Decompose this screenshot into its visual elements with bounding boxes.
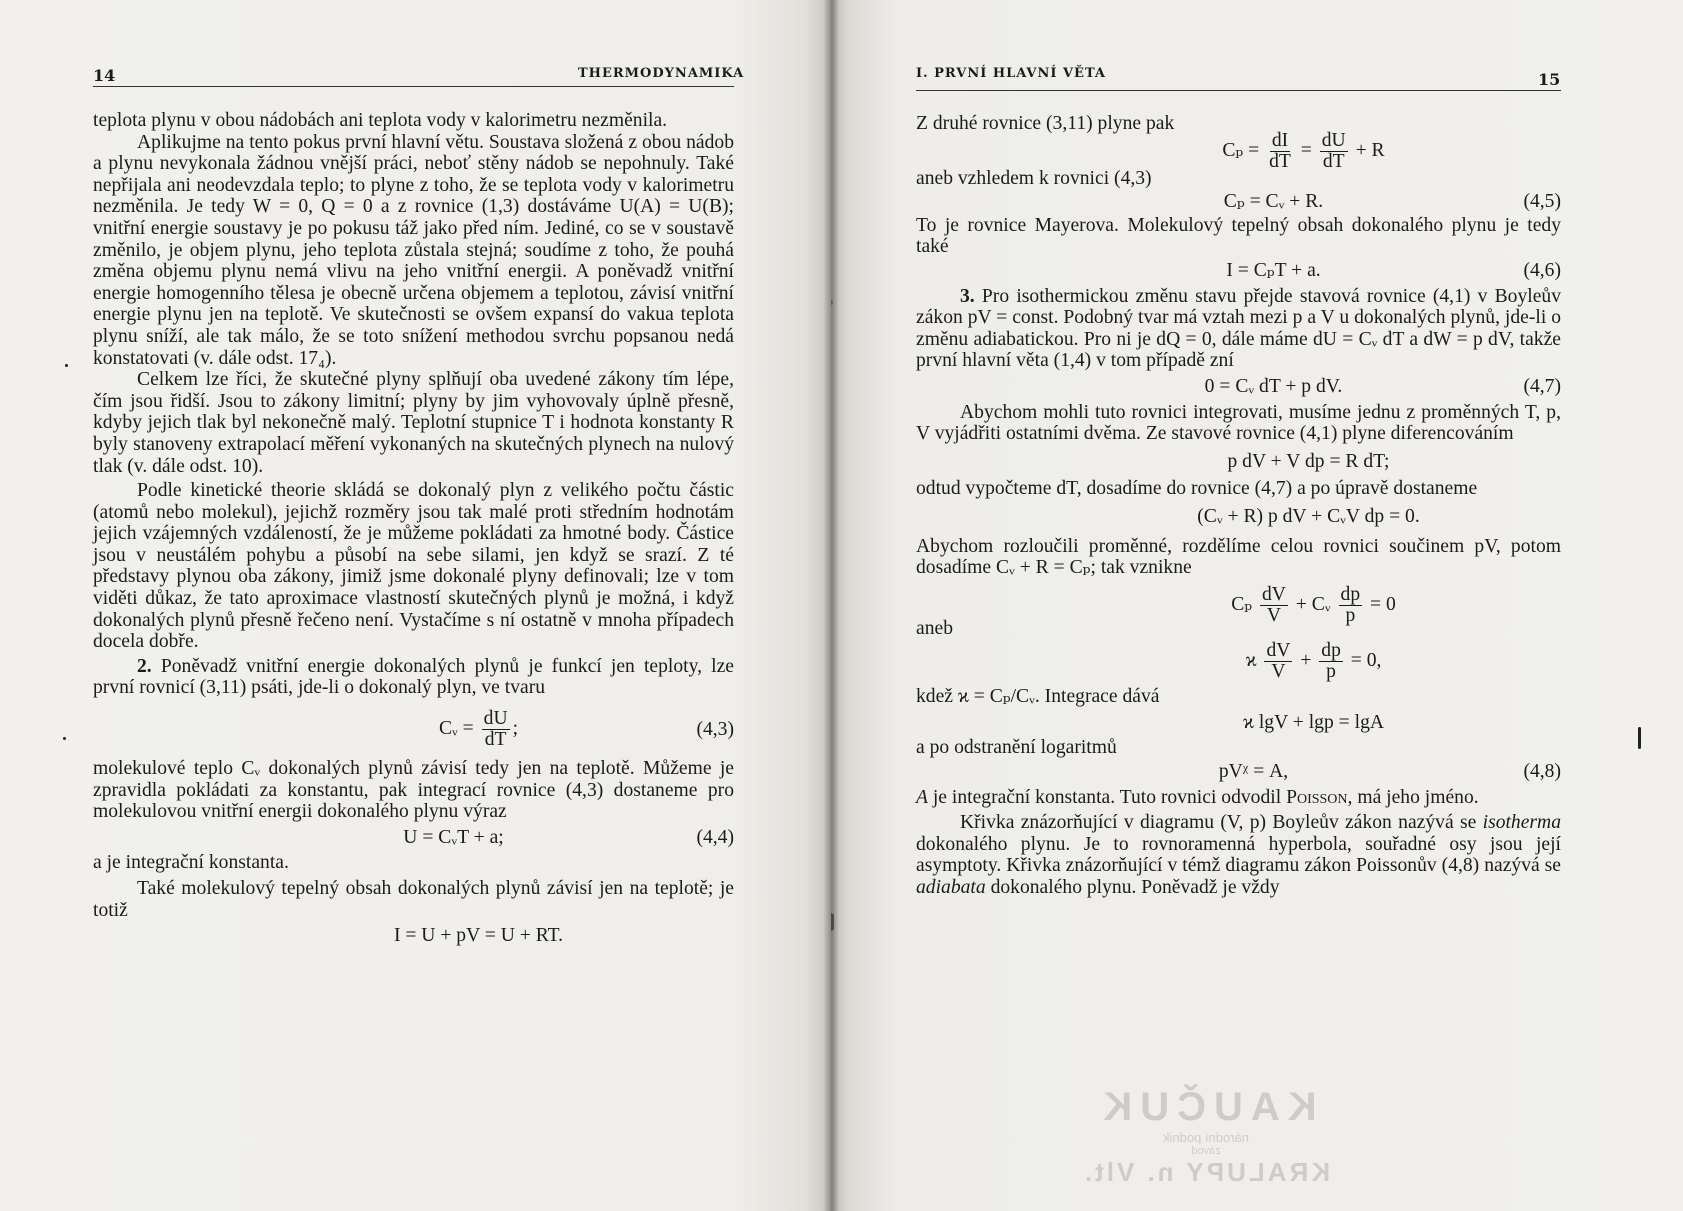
paragraph: Celkem lze říci, že skutečné plyny splňují oba uvedené zákony tím lépe, čím jsou řidší. Jsou to zákony limitní; plyny by jim vyhovovaly úplně přesně, kdyby jejich tlak byl nekonečně malý. Teplotní stupnice T i hodnota konstanty R byly stanoveny extrapolací měření vykonaných na skutečných plynech na nulový tlak (v. dále odst. 10).	[93, 369, 734, 477]
equation-4-6: I = CₚT + a. (4,6)	[1226, 259, 1561, 281]
fraction: $\frac{dV}{V}$	[1262, 583, 1286, 626]
header-rule	[93, 86, 734, 87]
equation-cp: Cₚ = $\frac{dI}{dT}$ = $\frac{dU}{dT}$ + R	[1222, 129, 1385, 172]
paragraph: molekulové teplo Cᵥ dokonalých plynů závisí tedy jen na teplotě. Můžeme je zpravidla pokládati za konstantu, pak integrací rovnice (4,3) dostaneme pro molekulovou vnitřní energii dokonalého plynu výraz	[93, 758, 734, 823]
library-stamp: KAUČUK národní podnik závod KRALUPY n. Vlt.	[1081, 1085, 1331, 1187]
paragraph: A je integrační konstanta. Tuto rovnici odvodil Poisson, má jeho jméno.	[916, 786, 1479, 808]
fraction: $\frac{dU}{dT}$	[1321, 129, 1346, 172]
paragraph: Křivka znázorňující v diagramu (V, p) Boyleův zákon nazývá se isotherma dokonalého plynu. Je to rovnoramenná hyperbola, souřadné osy jsou její asymptoty. Křivka znázorňující v témž diagramu zákon Poissonův (4,8) nazývá se adiabata dokonalého plynu. Poněvadž je vždy	[916, 812, 1561, 899]
page-number: 14	[93, 66, 116, 85]
left-page	[0, 0, 831, 1211]
paragraph: 3. Pro isothermickou změnu stavu přejde stavová rovnice (4,1) v Boyleův zákon pV = const. Podobný tvar má vztah mezi p a V u dokonalých plynů, jde-li o změnu adiabatickou. Pro ni je dQ = 0, dále máme dU = Cᵥ dT a dW = p dV, takže první hlavní věta (1,4) v tom případě zní	[916, 285, 1561, 372]
equation-4-3: Cᵥ = $\frac{dU}{dT}$ ; (4,3)	[438, 708, 734, 751]
right-body	[916, 113, 1561, 899]
equation-label: (4,3)	[696, 718, 734, 740]
left-body	[93, 110, 734, 947]
paragraph: 2. Poněvadž vnitřní energie dokonalých plynů je funkcí jen teploty, lze první rovnicí (3,11) psáti, jde-li o dokonalý plyn, ve tvaru	[93, 655, 734, 699]
fraction: $\frac{dp}{p}$	[1321, 640, 1341, 683]
paragraph: teplota plynu v obou nádobách ani teplota vody v kalorimetru nezměnila.	[93, 110, 668, 131]
paragraph: aneb	[916, 617, 953, 639]
paragraph: Také molekulový tepelný obsah dokonalých plynů závisí jen na teplotě; je totiž	[93, 878, 734, 921]
equation-log: ϰ lgV + lgp = lgA	[1242, 711, 1385, 733]
equation-differential: p dV + V dp = R dT;	[1227, 450, 1390, 472]
equation-label: (4,5)	[1523, 191, 1561, 213]
pen-mark	[1638, 727, 1641, 749]
equation-4-7: 0 = Cᵥ dT + p dV. (4,7)	[1204, 375, 1561, 397]
paragraph: Abychom mohli tuto rovnici integrovati, musíme jednu z proměnných T, p, V vyjádřiti ostatními dvěma. Ze stavové rovnice (4,1) plyne diferencováním	[916, 401, 1561, 445]
equation-label: (4,7)	[1523, 375, 1561, 397]
equation-enthalpy: I = U + pV = U + RT.	[393, 925, 564, 947]
section-number: 3.	[960, 285, 975, 307]
paragraph: To je rovnice Mayerova. Molekulový tepelný obsah dokonalého plynu je tedy také	[916, 214, 1561, 258]
paragraph: Abychom rozloučili proměnné, rozdělíme celou rovnici součinem pV, potom dosadíme Cᵥ + R = Cₚ; tak vznikne	[916, 535, 1561, 579]
paragraph: Z druhé rovnice (3,11) plyne pak	[916, 113, 1175, 134]
fraction: $\frac{dp}{p}$	[1340, 583, 1361, 626]
book-gutter	[823, 0, 839, 1211]
fraction: $\frac{dV}{V}$	[1266, 640, 1291, 683]
section-number: 2.	[137, 655, 152, 677]
equation-label: (4,8)	[1523, 761, 1561, 783]
right-page	[831, 0, 1683, 1211]
equation-4-5: Cₚ = Cᵥ + R. (4,5)	[1223, 191, 1561, 213]
page-number: 15	[1538, 70, 1561, 89]
paragraph: odtud vypočteme dT, dosadíme do rovnice (4,7) a po úpravě dostaneme	[916, 478, 1478, 500]
equation-label: (4,6)	[1523, 259, 1561, 281]
equation-substituted: (Cᵥ + R) p dV + CᵥV dp = 0.	[1197, 505, 1420, 527]
header-rule	[916, 90, 1561, 91]
equation-kappa: ϰ $\frac{dV}{V}$ + $\frac{dp}{p}$ = 0,	[1245, 640, 1382, 683]
running-head: THERMODYNAMIKA	[578, 66, 745, 81]
paragraph: kdež ϰ = Cₚ/Cᵥ. Integrace dává	[916, 686, 1160, 708]
paragraph: aneb vzhledem k rovnici (4,3)	[916, 167, 1152, 189]
equation-4-8: pVᵡ = A, (4,8)	[1218, 761, 1561, 783]
paragraph: a po odstranění logaritmů	[916, 737, 1117, 759]
equation-label: (4,4)	[696, 826, 734, 848]
equation-separated: Cₚ $\frac{dV}{V}$ + Cᵥ $\frac{dp}{p}$ = 0	[1231, 583, 1396, 626]
paragraph: Podle kinetické theorie skládá se dokonalý plyn z velikého počtu částic (atomů nebo molekul), jejichž rozměry jsou tak malé proti středním hodnotám jejich vzájemných vzdáleností, že je můžeme pokládati za hmotné body. Částice jsou v neustálém pohybu a působí na sebe silami, jen když se srazí. Z té představy plynou oba zákony, jimiž jsme dokonalé plyny definovali; lze v tom viděti důkaz, že tato aproximace vlastností skutečných plynů je možná, i když dokonalých plynů přesně řečeno není. Vystačíme s ní ostatně v mnoha případech docela dobře.	[93, 480, 734, 653]
paragraph: a je integrační konstanta.	[93, 852, 289, 874]
fraction: $\frac{dU}{dT}$	[483, 708, 508, 751]
equation-4-4: U = CᵥT + a; (4,4)	[403, 826, 734, 848]
print-speck	[65, 364, 68, 367]
print-speck	[63, 737, 66, 740]
running-head: I. PRVNÍ HLAVNÍ VĚTA	[916, 66, 1107, 81]
paragraph: Aplikujme na tento pokus první hlavní větu. Soustava složená z obou nádob a plynu nevykonala žádnou vnější práci, neboť stěny nádob se nepohnuly. Také nepřijala ani neodevzdala teplo; to plyne z toho, že se teplota vody v kalorimetru nezměnila. Je tedy W = 0, Q = 0 a z rovnice (1,3) dostáváme U(A) = U(B); vnitřní energie soustavy je po pokusu táž jako před ním. Jediné, co se v soustavě změnilo, je objem plynu, jeho teplota zůstala stejná; soudíme z toho, že pouhá změna objemu plynu nemá vlivu na jeho vnitřní energii. A poněvadž vnitřní energie homogenního tělesa je obecně určena objemem a teplotou, závisí vnitřní energie plynu jen na teplotě. Ve skutečnosti se ovšem expansí do vakua teplota plynu sníží, ale tak málo, že se toto snížení methodou svrchu popsanou nedá konstatovati (v. dále odst. 17₄).	[93, 131, 734, 369]
fraction: $\frac{dI}{dT}$	[1269, 129, 1291, 172]
